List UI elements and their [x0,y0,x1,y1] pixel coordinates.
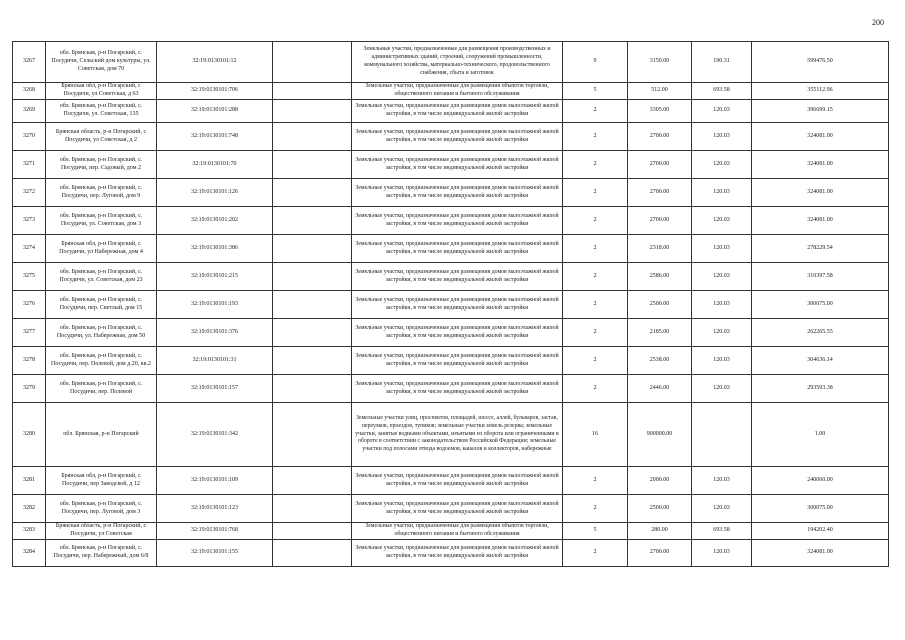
row-number: 3275 [13,263,46,291]
spacer-cell [273,375,352,403]
group-number-cell: 2 [563,467,628,495]
cadastral-value-cell: 194202.40 [752,523,889,540]
table-row [13,83,889,100]
cadastral-number-cell: 32:19:0130101:109 [157,467,273,495]
address-cell: обл. Брянская, р-н Погарский [46,403,157,467]
cadastral-value-cell: 324081.00 [752,540,889,567]
spacer-cell [273,291,352,319]
group-number-cell: 2 [563,235,628,263]
land-purpose-cell: Земельные участки, предназначенные для размещения домов малоэтажной жилой застройки, в том числе индивидуальной жилой застройки [352,291,563,319]
table-row [13,495,889,523]
spacer-cell [273,263,352,291]
address-cell: обл. Брянская, р-н Погарский, с. Посудичи, пер. Луговой, дом 9 [46,179,157,207]
address-cell: Брянская обл, р-н Погарский, с Посудичи, пер Заводской, д 12 [46,467,157,495]
cadastral-number-cell: 32:19:0130101:202 [157,207,273,235]
group-number-cell: 2 [563,347,628,375]
row-number: 3284 [13,540,46,567]
area-cell: 2700.00 [628,123,692,151]
spacer-cell [273,319,352,347]
cadastral-number-cell: 32:19:0130101:193 [157,291,273,319]
spacer-cell [273,151,352,179]
group-number-cell: 2 [563,291,628,319]
land-purpose-cell: Земельные участки, предназначенные для размещения домов малоэтажной жилой застройки, в том числе индивидуальной жилой застройки [352,179,563,207]
table-row [13,207,889,235]
table-row [13,263,889,291]
group-number-cell: 5 [563,523,628,540]
row-number: 3280 [13,403,46,467]
cadastral-value-cell: 262265.55 [752,319,889,347]
area-cell: 2318.00 [628,235,692,263]
specific-value-cell: 120.03 [692,100,752,123]
land-purpose-cell: Земельные участки, предназначенные для размещения домов малоэтажной жилой застройки, в том числе индивидуальной жилой застройки [352,375,563,403]
land-purpose-cell: Земельные участки, предназначенные для размещения домов малоэтажной жилой застройки, в том числе индивидуальной жилой застройки [352,123,563,151]
group-number-cell: 2 [563,123,628,151]
cadastral-value-cell: 240060.00 [752,467,889,495]
area-cell: 3150.00 [628,42,692,83]
table-row [13,235,889,263]
group-number-cell: 2 [563,151,628,179]
specific-value-cell: 120.03 [692,467,752,495]
spacer-cell [273,540,352,567]
area-cell: 2446.00 [628,375,692,403]
specific-value-cell: 120.03 [692,179,752,207]
specific-value-cell: 120.03 [692,319,752,347]
group-number-cell: 2 [563,179,628,207]
specific-value-cell [692,403,752,467]
address-cell: Брянская область, р-н Погарский, с Посудичи, ул Советская [46,523,157,540]
address-cell: обл. Брянская, р-н Погарский, с. Посудичи, ул. Советская, дом 23 [46,263,157,291]
spacer-cell [273,495,352,523]
row-number: 3281 [13,467,46,495]
spacer-cell [273,83,352,100]
specific-value-cell: 120.03 [692,375,752,403]
cadastral-number-cell: 32:19:0130101:706 [157,83,273,100]
table-row [13,179,889,207]
row-number: 3267 [13,42,46,83]
land-purpose-cell: Земельные участки, предназначенные для размещения домов малоэтажной жилой застройки, в том числе индивидуальной жилой застройки [352,151,563,179]
table-row [13,100,889,123]
row-number: 3273 [13,207,46,235]
spacer-cell [273,235,352,263]
row-number: 3272 [13,179,46,207]
row-number: 3277 [13,319,46,347]
cadastral-value-cell: 310397.58 [752,263,889,291]
land-purpose-cell: Земельные участки, предназначенные для размещения домов малоэтажной жилой застройки, в том числе индивидуальной жилой застройки [352,263,563,291]
row-number: 3282 [13,495,46,523]
address-cell: обл. Брянская, р-н Погарский, с. Посудичи, пер. Луговой, дом 3 [46,495,157,523]
spacer-cell [273,123,352,151]
spacer-cell [273,403,352,467]
specific-value-cell: 120.03 [692,263,752,291]
address-cell: обл. Брянская, р-н Погарский, с. Посудичи, пер. Полевой, дом д.20, кв.2 [46,347,157,375]
group-number-cell: 2 [563,495,628,523]
cadastral-value-cell: 293593.38 [752,375,889,403]
address-cell: обл. Брянская, р-н Погарский, с. Посудичи, ул. Набережная, дом 50 [46,319,157,347]
address-cell: обл. Брянская, р-н Погарский, с. Посудичи, ул. Советская, 135 [46,100,157,123]
specific-value-cell: 120.03 [692,123,752,151]
specific-value-cell: 120.03 [692,235,752,263]
cadastral-value-cell: 324081.00 [752,179,889,207]
land-purpose-cell: Земельные участки, предназначенные для размещения домов малоэтажной жилой застройки, в том числе индивидуальной жилой застройки [352,207,563,235]
address-cell: обл. Брянская, р-н Погарский, с. Посудичи, пер. Светлый, дом 15 [46,291,157,319]
area-cell: 2538.00 [628,347,692,375]
row-number: 3278 [13,347,46,375]
row-number: 3268 [13,83,46,100]
cadastral-number-cell: 32:19:0130101:31 [157,347,273,375]
cadastral-value-cell: 300075.00 [752,495,889,523]
address-cell: обл. Брянская, р-н Погарский, с. Посудичи, Сельский дом культуры, ул. Советская, дом 70 [46,42,157,83]
cadastral-number-cell: 32:19:0130101:157 [157,375,273,403]
address-cell: Брянская область, р-н Погарский, с Посудичи, ул Советская, д 2 [46,123,157,151]
area-cell: 2700.00 [628,151,692,179]
cadastral-value-cell: 1.00 [752,403,889,467]
spacer-cell [273,42,352,83]
address-cell: обл. Брянская, р-н Погарский, с. Посудичи, пер. Полевой [46,375,157,403]
table-row [13,123,889,151]
specific-value-cell: 120.03 [692,495,752,523]
table-row [13,347,889,375]
specific-value-cell: 120.03 [692,347,752,375]
group-number-cell: 2 [563,100,628,123]
row-number: 3270 [13,123,46,151]
land-purpose-cell: Земельные участки, предназначенные для размещения домов малоэтажной жилой застройки, в том числе индивидуальной жилой застройки [352,467,563,495]
table-row [13,403,889,467]
cadastral-value-cell: 278229.54 [752,235,889,263]
spacer-cell [273,179,352,207]
spacer-cell [273,523,352,540]
cadastral-value-cell: 304636.14 [752,347,889,375]
land-purpose-cell: Земельные участки, предназначенные для размещения объектов торговли, общественного питания и бытового обслуживания [352,83,563,100]
land-purpose-cell: Земельные участки, предназначенные для размещения объектов торговли, общественного питания и бытового обслуживания [352,523,563,540]
cadastral-number-cell: 32:19:0130101:12 [157,42,273,83]
row-number: 3269 [13,100,46,123]
address-cell: Брянская обл, р-н Погарский, с Посудичи, ул Набережная, дом 4 [46,235,157,263]
specific-value-cell: 120.03 [692,291,752,319]
group-number-cell: 5 [563,83,628,100]
area-cell: 512.00 [628,83,692,100]
row-number: 3279 [13,375,46,403]
group-number-cell: 2 [563,263,628,291]
area-cell: 2586.00 [628,263,692,291]
specific-value-cell: 120.03 [692,207,752,235]
table-row [13,523,889,540]
land-purpose-cell: Земельные участки, предназначенные для размещения домов малоэтажной жилой застройки, в том числе индивидуальной жилой застройки [352,235,563,263]
area-cell: 3305.00 [628,100,692,123]
cadastral-value-cell: 324081.00 [752,207,889,235]
specific-value-cell: 190.31 [692,42,752,83]
cadastral-valuation-table [12,41,889,567]
area-cell: 2185.00 [628,319,692,347]
cadastral-number-cell: 32:19:0130101:215 [157,263,273,291]
land-purpose-cell: Земельные участки, предназначенные для размещения домов малоэтажной жилой застройки, в том числе индивидуальной жилой застройки [352,495,563,523]
area-cell: 280.00 [628,523,692,540]
cadastral-number-cell: 32:19:0130101:288 [157,100,273,123]
group-number-cell: 2 [563,375,628,403]
area-cell: 2500.00 [628,291,692,319]
cadastral-number-cell: 32:19:0130101:768 [157,523,273,540]
group-number-cell: 16 [563,403,628,467]
cadastral-number-cell: 32:19:0130101:155 [157,540,273,567]
cadastral-number-cell: 32:19:0130101:342 [157,403,273,467]
area-cell: 2700.00 [628,540,692,567]
spacer-cell [273,347,352,375]
group-number-cell: 2 [563,207,628,235]
specific-value-cell: 693.58 [692,523,752,540]
row-number: 3283 [13,523,46,540]
table-body [13,42,889,567]
spacer-cell [273,207,352,235]
specific-value-cell: 120.03 [692,540,752,567]
cadastral-value-cell: 324081.00 [752,123,889,151]
page-number: 200 [872,18,884,27]
land-purpose-cell: Земельные участки, предназначенные для размещения домов малоэтажной жилой застройки, в том числе индивидуальной жилой застройки [352,319,563,347]
land-purpose-cell: Земельные участки улиц, проспектов, площадей, шоссе, аллей, бульваров, застав, переулков, проездов, тупиков; земельные участки земель резерва; земельные участки, занятые водными объектами, изъятыми из оборота или ограниченными в обороте в соответствии с законодательством Российской Федерации; земельные участки под полосами отвода водоемов, каналов и коллекторов, набережные [352,403,563,467]
area-cell: 900000.00 [628,403,692,467]
area-cell: 2500.00 [628,495,692,523]
area-cell: 2700.00 [628,179,692,207]
row-number: 3274 [13,235,46,263]
land-purpose-cell: Земельные участки, предназначенные для размещения производственных и административных зданий, строений, сооружений промышленности, коммунального хозяйства, материально-технического, продовольственного снабжения, сбыта и заготовок [352,42,563,83]
group-number-cell: 2 [563,540,628,567]
cadastral-number-cell: 32:19:0130101:70 [157,151,273,179]
cadastral-number-cell: 32:19:0130101:386 [157,235,273,263]
table-row [13,319,889,347]
area-cell: 2700.00 [628,207,692,235]
table-row [13,151,889,179]
cadastral-value-cell: 300075.00 [752,291,889,319]
row-number: 3276 [13,291,46,319]
table-row [13,467,889,495]
specific-value-cell: 693.58 [692,83,752,100]
cadastral-value-cell: 396699.15 [752,100,889,123]
address-cell: обл. Брянская, р-н Погарский, с. Посудичи, пер. Садовый, дом 2 [46,151,157,179]
cadastral-value-cell: 599476.50 [752,42,889,83]
address-cell: Брянская обл, р-н Погарский, с Посудичи, ул Советская, д 63 [46,83,157,100]
cadastral-number-cell: 32:19:0130101:126 [157,179,273,207]
cadastral-number-cell: 32:19:0130101:376 [157,319,273,347]
area-cell: 2000.00 [628,467,692,495]
land-purpose-cell: Земельные участки, предназначенные для размещения домов малоэтажной жилой застройки, в том числе индивидуальной жилой застройки [352,347,563,375]
table-row [13,375,889,403]
group-number-cell: 2 [563,319,628,347]
spacer-cell [273,100,352,123]
cadastral-number-cell: 32:19:0130101:748 [157,123,273,151]
group-number-cell: 9 [563,42,628,83]
address-cell: обл. Брянская, р-н Погарский, с. Посудичи, пер. Набережный, дом 6/8 [46,540,157,567]
spacer-cell [273,467,352,495]
land-purpose-cell: Земельные участки, предназначенные для размещения домов малоэтажной жилой застройки, в том числе индивидуальной жилой застройки [352,540,563,567]
cadastral-number-cell: 32:19:0130101:123 [157,495,273,523]
table-row [13,291,889,319]
table-row [13,42,889,83]
row-number: 3271 [13,151,46,179]
specific-value-cell: 120.03 [692,151,752,179]
address-cell: обл. Брянская, р-н Погарский, с. Посудичи, ул. Советская, дом 3 [46,207,157,235]
table-row [13,540,889,567]
cadastral-value-cell: 324081.00 [752,151,889,179]
cadastral-value-cell: 355112.96 [752,83,889,100]
land-purpose-cell: Земельные участки, предназначенные для размещения домов малоэтажной жилой застройки, в том числе индивидуальной жилой застройки [352,100,563,123]
